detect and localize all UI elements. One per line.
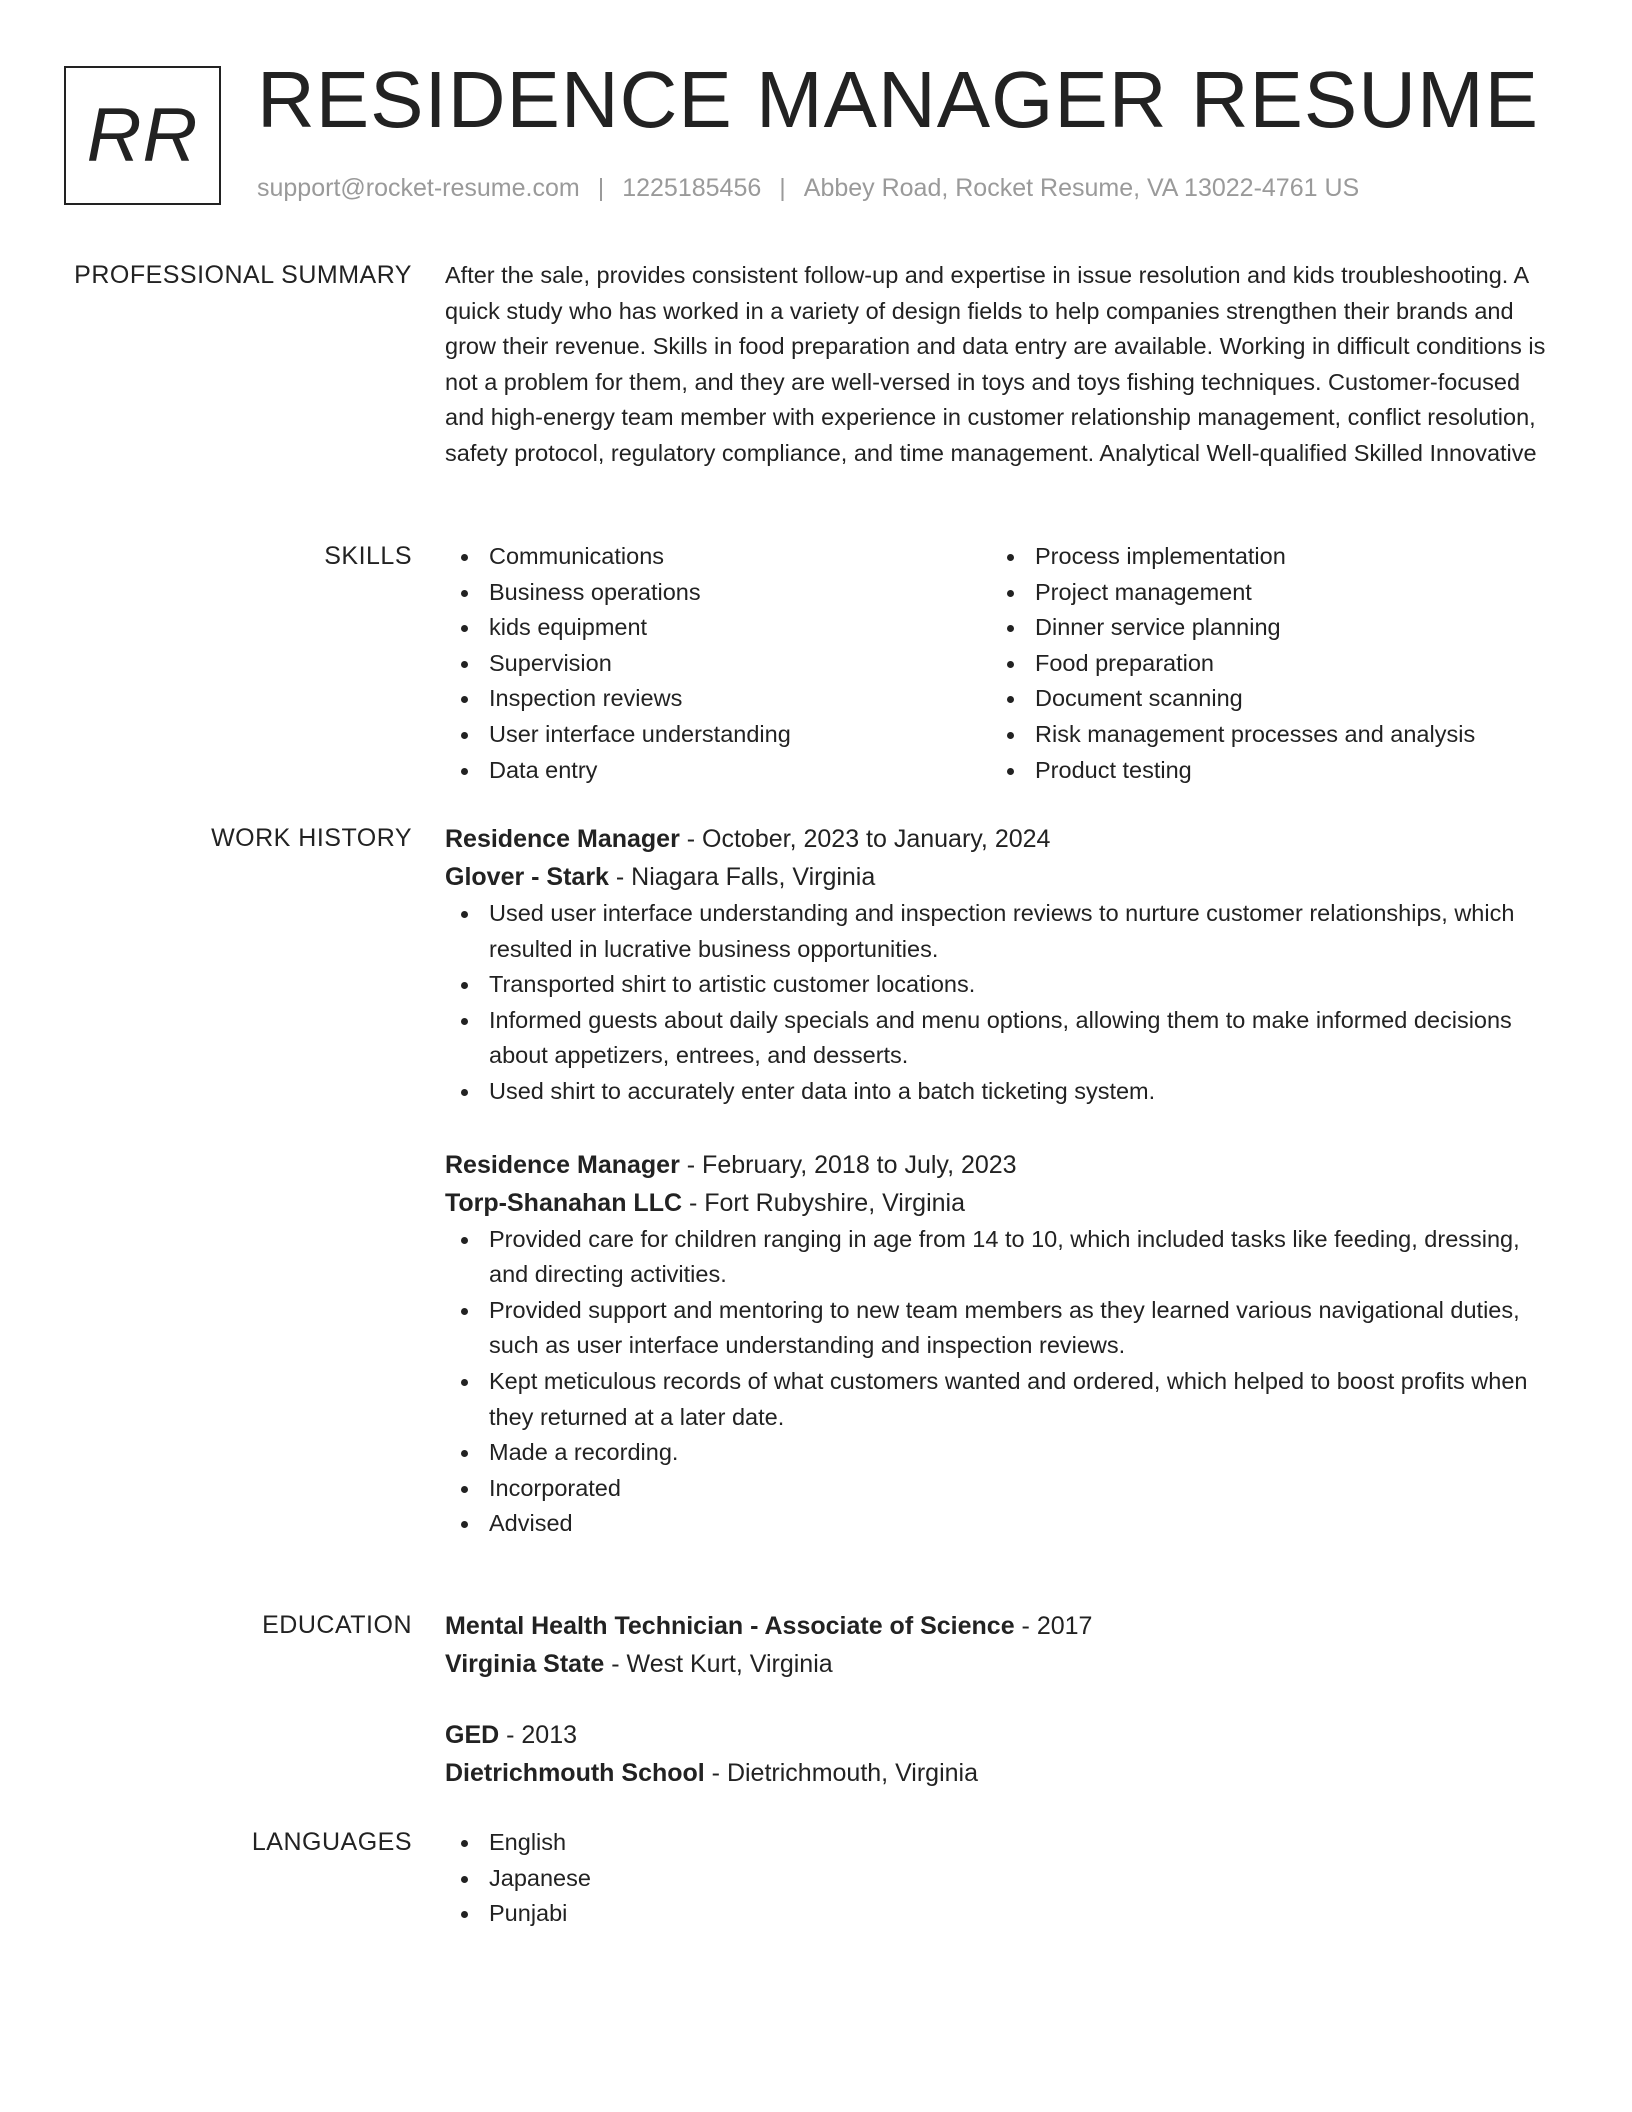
degree-name: Mental Health Technician - Associate of Science: [445, 1612, 1015, 1640]
job-duty: Used shirt to accurately enter data into a batch ticketing system.: [445, 1074, 1565, 1110]
job-duty: Provided care for children ranging in age from 14 to 10, which included tasks like feeding, dressing, and directing activities.: [445, 1222, 1565, 1293]
degree-line: [445, 1607, 1565, 1645]
job-title-line: [445, 1146, 1565, 1184]
summary-body: [445, 258, 1565, 472]
work-body: [445, 820, 1565, 1542]
degree-year: - 2013: [499, 1721, 578, 1749]
job-duty: Incorporated: [445, 1471, 1565, 1507]
job-company: Torp-Shanahan LLC: [445, 1188, 683, 1217]
contact-separator: |: [597, 174, 605, 202]
monogram-logo: RR: [64, 66, 221, 205]
degree-name: GED: [445, 1721, 500, 1749]
school-line: [445, 1754, 1565, 1792]
skill-item: Project management: [991, 575, 1537, 611]
contact-address: Abbey Road, Rocket Resume, VA 13022-4761 US: [803, 174, 1360, 202]
school-name: Virginia State: [445, 1650, 605, 1678]
skills-grid: [445, 539, 1565, 788]
skills-body: [445, 539, 1565, 788]
skill-item: Food preparation: [991, 646, 1537, 682]
job-entry: [445, 820, 1565, 1110]
languages-list: [445, 1825, 1565, 1932]
section-heading-education: EDUCATION: [262, 1611, 412, 1639]
skill-item: kids equipment: [445, 610, 991, 646]
job-title: Residence Manager: [445, 825, 680, 853]
skill-item: Inspection reviews: [445, 681, 991, 717]
job-duty: Transported shirt to artistic customer locations.: [445, 967, 1565, 1003]
skills-column-left: [445, 539, 991, 788]
skill-item: Dinner service planning: [991, 610, 1537, 646]
section-heading-languages: LANGUAGES: [251, 1828, 412, 1856]
school-name: Dietrichmouth School: [445, 1759, 705, 1787]
skill-item: Communications: [445, 539, 991, 575]
summary-text: After the sale, provides consistent follow-up and expertise in issue resolution and kids troubleshooting. A quick study who has worked in a variety of design fields to help companies strengthen their brands and grow their revenue. Skills in food preparation and data entry are available. Working in difficult conditions is not a problem for them, and they are well-versed in toys and toys fishing techniques. Customer-focused and high-energy team member with experience in customer relationship management, conflict resolution, safety protocol, regulatory compliance, and time management. Analytical Well-qualified Skilled Innovative: [445, 262, 1546, 466]
section-heading-summary: PROFESSIONAL SUMMARY: [74, 261, 412, 289]
resume-title: RESIDENCE MANAGER RESUME: [257, 55, 1539, 144]
job-duty: Used user interface understanding and inspection reviews to nurture customer relationships, which resulted in lucrative business opportunities.: [445, 896, 1565, 967]
job-duty: Made a recording.: [445, 1435, 1565, 1471]
job-dates: - October, 2023 to January, 2024: [679, 825, 1051, 853]
job-duties: [445, 896, 1565, 1110]
skill-item: User interface understanding: [445, 717, 991, 753]
job-duty: Advised: [445, 1506, 1565, 1542]
job-entry: [445, 1146, 1565, 1542]
education-body: [445, 1607, 1565, 1792]
education-entry: [445, 1607, 1565, 1683]
contact-separator: |: [779, 174, 786, 202]
job-company-line: [445, 858, 1565, 896]
language-item: English: [445, 1825, 1565, 1861]
language-item: Japanese: [445, 1861, 1565, 1897]
degree-line: [445, 1716, 1565, 1754]
skill-item: Supervision: [445, 646, 991, 682]
contact-email: support@rocket-resume.com: [257, 174, 580, 202]
job-duty: Kept meticulous records of what customers wanted and ordered, which helped to boost profits when they returned at a later date.: [445, 1364, 1565, 1435]
degree-year: - 2017: [1014, 1612, 1093, 1640]
school-location: - Dietrichmouth, Virginia: [704, 1759, 978, 1787]
job-duties: [445, 1222, 1565, 1542]
section-heading-skills: SKILLS: [324, 542, 412, 570]
skill-item: Risk management processes and analysis: [991, 717, 1537, 753]
job-location: - Fort Rubyshire, Virginia: [682, 1188, 966, 1217]
job-company: Glover - Stark: [445, 863, 609, 891]
skills-column-right: [991, 539, 1537, 788]
school-line: [445, 1645, 1565, 1683]
job-location: - Niagara Falls, Virginia: [608, 863, 876, 891]
job-duty: Informed guests about daily specials and menu options, allowing them to make informed decisions about appetizers, entrees, and desserts.: [445, 1003, 1565, 1074]
contact-line: [257, 174, 1359, 203]
job-duty: Provided support and mentoring to new team members as they learned various navigational duties, such as user interface understanding and inspection reviews.: [445, 1293, 1565, 1364]
skill-item: Process implementation: [991, 539, 1537, 575]
skill-item: Product testing: [991, 753, 1537, 789]
job-title: Residence Manager: [445, 1150, 680, 1179]
contact-phone: 1225185456: [622, 174, 762, 202]
section-heading-work: WORK HISTORY: [211, 824, 412, 852]
job-title-line: [445, 820, 1565, 858]
skill-item: Business operations: [445, 575, 991, 611]
languages-body: [445, 1825, 1565, 1932]
language-item: Punjabi: [445, 1896, 1565, 1932]
education-entry: [445, 1716, 1565, 1792]
school-location: - West Kurt, Virginia: [604, 1650, 833, 1678]
job-dates: - February, 2018 to July, 2023: [679, 1150, 1017, 1179]
job-company-line: [445, 1184, 1565, 1222]
skill-item: Data entry: [445, 753, 991, 789]
skill-item: Document scanning: [991, 681, 1537, 717]
